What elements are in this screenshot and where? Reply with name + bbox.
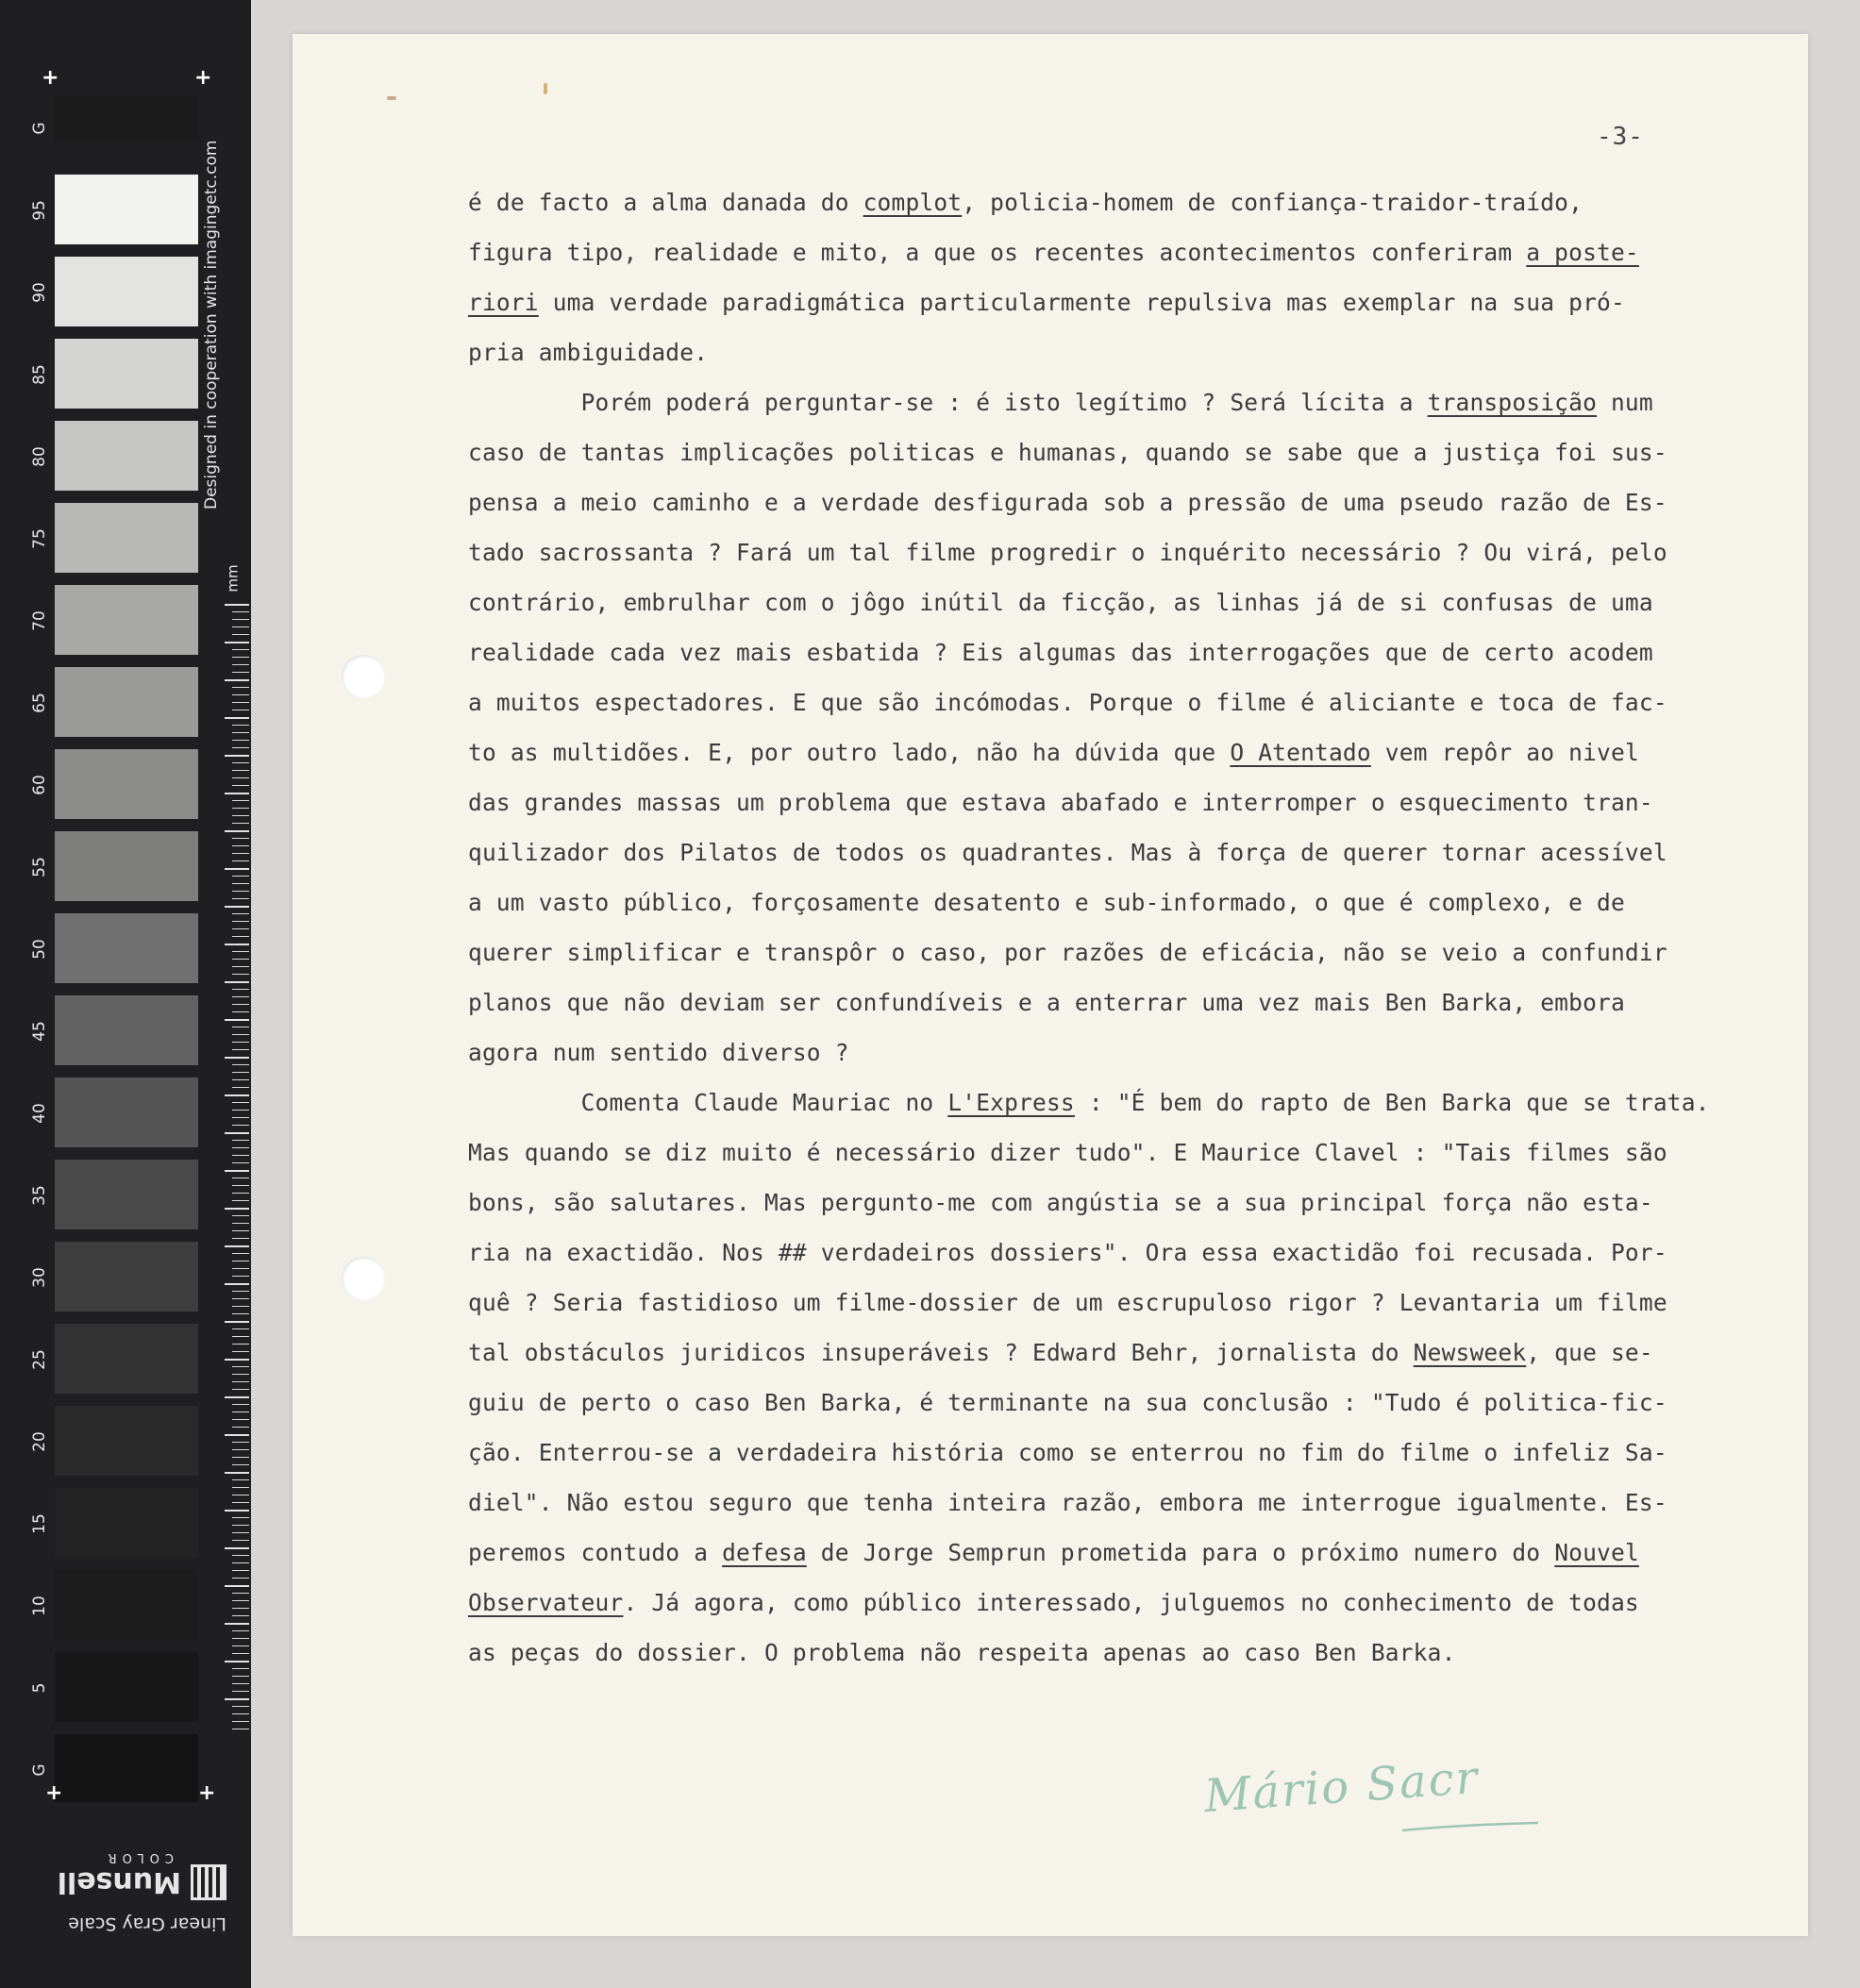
gray-patch-label: 60	[30, 775, 49, 795]
gray-patch	[55, 1652, 198, 1722]
text-segment: , policia-homem de confiança-traidor-traído,	[962, 189, 1584, 216]
page-number: -3-	[1597, 123, 1644, 151]
gray-patch-label: 90	[30, 282, 49, 303]
text-segment: a um vasto público, forçosamente desatento e sub-informado, o que é complexo, e de	[468, 889, 1625, 916]
text-line	[468, 927, 1789, 977]
gray-patch-label: 15	[30, 1513, 49, 1534]
text-segment: to as multidões. E, por outro lado, não ha dúvida que	[468, 739, 1231, 766]
text-segment: Porém poderá perguntar-se : é isto legítimo ? Será lícita a	[468, 389, 1428, 416]
gray-patch-label: 85	[30, 364, 49, 385]
brand-name: Munsell	[57, 1865, 181, 1899]
brand-sub: COLOR	[102, 1850, 174, 1864]
gray-patch-label: 45	[30, 1021, 49, 1042]
gray-patch-label: 55	[30, 857, 49, 877]
text-segment: planos que não deviam ser confundíveis e a enterrar uma vez mais Ben Barka, embora	[468, 989, 1625, 1016]
gray-patch	[55, 96, 198, 142]
text-line	[468, 577, 1789, 627]
gray-patch	[55, 1488, 198, 1558]
underlined-text: Nouvel	[1554, 1539, 1639, 1566]
gray-patch	[55, 1734, 198, 1802]
gray-scale-target	[0, 0, 251, 1988]
gray-patch-label: 80	[30, 446, 49, 467]
gray-patch-label: 65	[30, 693, 49, 713]
text-segment: ria na exactidão. Nos ## verdadeiros dossiers". Ora essa exactidão foi recusada. Por-	[468, 1239, 1667, 1266]
gray-patch	[55, 421, 198, 491]
text-segment: agora num sentido diverso ?	[468, 1039, 849, 1066]
text-segment: . Já agora, como público interessado, julguemos no conhecimento de todas	[623, 1589, 1639, 1616]
text-segment: contrário, embrulhar com o jôgo inútil da ficção, as linhas já de si confusas de uma	[468, 589, 1653, 616]
munsell-logo-icon	[191, 1864, 226, 1900]
gray-patch-label: 5	[30, 1682, 49, 1694]
gray-patch	[55, 913, 198, 983]
underlined-text: complot	[863, 189, 963, 216]
text-segment: tal obstáculos juridicos insuperáveis ? Edward Behr, jornalista do	[468, 1339, 1414, 1366]
text-line	[468, 1128, 1789, 1178]
underlined-text: riori	[468, 289, 539, 316]
text-line	[468, 777, 1789, 827]
gray-patch	[55, 1078, 198, 1147]
text-segment: : "É bem do rapto de Ben Barka que se trata.	[1074, 1089, 1710, 1116]
gray-patch-label: 50	[30, 939, 49, 960]
underlined-text: L'Express	[947, 1089, 1075, 1116]
munsell-brand	[38, 1864, 226, 1900]
gray-patch	[55, 1160, 198, 1229]
text-line	[468, 427, 1789, 477]
text-segment: é de facto a alma danada do	[468, 189, 863, 216]
text-segment: a muitos espectadores. E que são incómodas. Porque o filme é aliciante e toca de fac-	[468, 689, 1667, 716]
text-segment: as peças do dossier. O problema não respeita apenas ao caso Ben Barka.	[468, 1639, 1456, 1666]
underlined-text: a poste-	[1526, 239, 1639, 266]
text-line	[468, 1378, 1789, 1428]
text-segment: diel". Não estou seguro que tenha inteira razão, embora me interrogue igualmente. Es-	[468, 1489, 1667, 1516]
gray-patch	[55, 1570, 198, 1640]
gray-patch-label: 20	[30, 1431, 49, 1452]
text-line	[468, 627, 1789, 677]
registration-mark: +	[42, 66, 59, 90]
gray-patch	[55, 175, 198, 244]
text-segment: quê ? Seria fastidioso um filme-dossier de um escrupuloso rigor ? Levantaria um filme	[468, 1289, 1667, 1316]
gray-patch-label: 75	[30, 528, 49, 549]
text-line	[468, 827, 1789, 877]
text-segment: Comenta Claude Mauriac no	[468, 1089, 948, 1116]
text-segment: de Jorge Semprun prometida para o próximo numero do	[806, 1539, 1555, 1566]
gray-patch	[55, 749, 198, 819]
text-line	[468, 1027, 1789, 1078]
punch-hole	[342, 655, 385, 698]
text-line	[468, 1428, 1789, 1478]
ink-smudge	[544, 83, 547, 94]
text-segment: quilizador dos Pilatos de todos os quadrantes. Mas à força de querer tornar acessível	[468, 839, 1667, 866]
text-segment: figura tipo, realidade e mito, a que os recentes acontecimentos conferiram	[468, 239, 1527, 266]
signature-underline	[1204, 1732, 1544, 1846]
text-line	[468, 1578, 1789, 1628]
text-line	[468, 1228, 1789, 1278]
text-line	[468, 527, 1789, 577]
text-segment: peremos contudo a	[468, 1539, 723, 1566]
underlined-text: defesa	[722, 1539, 807, 1566]
text-line	[468, 1628, 1789, 1678]
registration-mark: +	[194, 66, 212, 90]
text-line	[468, 1528, 1789, 1578]
typed-page	[293, 34, 1808, 1936]
gray-patch	[55, 1406, 198, 1476]
text-segment: , que se-	[1526, 1339, 1653, 1366]
gray-patch-label: 30	[30, 1267, 49, 1288]
gray-patch	[55, 995, 198, 1065]
gray-patch	[55, 339, 198, 409]
underlined-text: Observateur	[468, 1589, 624, 1616]
gray-patch	[55, 257, 198, 326]
text-segment: das grandes massas um problema que estava abafado e interromper o esquecimento tran-	[468, 789, 1653, 816]
text-line	[468, 1278, 1789, 1328]
text-line	[468, 477, 1789, 527]
gray-patch-label: 25	[30, 1349, 49, 1370]
text-line	[468, 877, 1789, 927]
underlined-text: transposição	[1427, 389, 1598, 416]
text-line	[468, 977, 1789, 1027]
gray-patch-label: G	[30, 1763, 49, 1777]
text-segment: Mas quando se diz muito é necessário dizer tudo". E Maurice Clavel : "Tais filmes são	[468, 1139, 1667, 1166]
text-segment: num	[1597, 389, 1653, 416]
text-line	[468, 177, 1789, 227]
signature-text: Mário Sacr	[1202, 1750, 1482, 1824]
registration-mark: +	[198, 1781, 216, 1805]
gray-patch	[55, 1242, 198, 1311]
gray-patch	[55, 831, 198, 901]
scale-title: Linear Gray Scale	[68, 1913, 226, 1934]
text-line	[468, 1478, 1789, 1528]
gray-patch-label: 35	[30, 1185, 49, 1206]
text-line	[468, 277, 1789, 327]
text-line	[468, 727, 1789, 777]
gray-patch-label: 70	[30, 610, 49, 631]
text-segment: uma verdade paradigmática particularmente repulsiva mas exemplar na sua pró-	[538, 289, 1625, 316]
text-segment: caso de tantas implicações politicas e humanas, quando se sabe que a justiça foi sus-	[468, 439, 1667, 466]
text-segment: realidade cada vez mais esbatida ? Eis algumas das interrogações que de certo acodem	[468, 639, 1653, 666]
registration-mark: +	[45, 1781, 63, 1805]
gray-patch	[55, 667, 198, 737]
text-segment: querer simplificar e transpôr o caso, por razões de eficácia, não se veio a confundir	[468, 939, 1667, 966]
mm-label: mm	[224, 564, 242, 593]
text-segment: pensa a meio caminho e a verdade desfigurada sob a pressão de uma pseudo razão de Es-	[468, 489, 1667, 516]
text-segment: vem repôr ao nivel	[1370, 739, 1639, 766]
mm-ruler-major-ticks	[225, 604, 249, 1736]
gray-patch	[55, 503, 198, 573]
underlined-text: Newsweek	[1413, 1339, 1527, 1366]
gray-patch	[55, 585, 198, 655]
gray-patch-label: 40	[30, 1103, 49, 1124]
text-line	[468, 1328, 1789, 1378]
text-line	[468, 1078, 1789, 1128]
gray-patch	[55, 1324, 198, 1394]
text-segment: pria ambiguidade.	[468, 339, 709, 366]
gray-patch-label: 10	[30, 1595, 49, 1616]
text-segment: tado sacrossanta ? Fará um tal filme progredir o inquérito necessário ? Ou virá, pelo	[468, 539, 1667, 566]
typed-body-text	[468, 177, 1789, 1678]
text-line	[468, 377, 1789, 427]
punch-hole	[342, 1257, 385, 1300]
text-segment: bons, são salutares. Mas pergunto-me com angústia se a sua principal força não esta-	[468, 1189, 1653, 1216]
ink-smudge	[387, 96, 396, 100]
text-line	[468, 227, 1789, 277]
text-line	[468, 327, 1789, 377]
handwritten-signature	[1204, 1732, 1544, 1846]
text-segment: ção. Enterrou-se a verdadeira história como se enterrou no fim do filme o infeliz Sa-	[468, 1439, 1667, 1466]
scale-footer	[38, 1821, 226, 1934]
text-line	[468, 677, 1789, 727]
text-segment: guiu de perto o caso Ben Barka, é terminante na sua conclusão : "Tudo é politica-fic-	[468, 1389, 1667, 1416]
gray-patch-label: G	[30, 122, 49, 135]
cooperation-text: Designed in cooperation with imagingetc.com	[202, 140, 221, 510]
gray-patch-label: 95	[30, 200, 49, 221]
underlined-text: O Atentado	[1230, 739, 1371, 766]
text-line	[468, 1178, 1789, 1228]
